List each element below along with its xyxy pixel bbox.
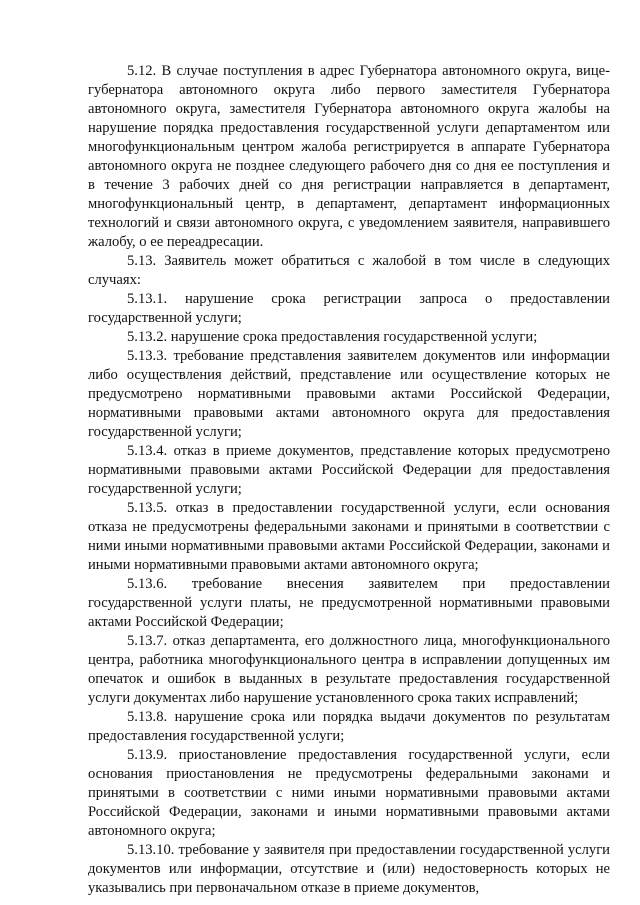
document-page	[88, 62, 610, 898]
paragraph-5-12: 5.12. В случае поступления в адрес Губернатора автономного округа, вице-губернатора автономного округа либо первого заместителя Губернатора автономного округа, заместителя Губернатора автономного округа жалобы на нарушение порядка предоставления государственной услуги департаментом или многофункциональным центром жалоба регистрируется в аппарате Губернатора автономного округа не позднее следующего рабочего дня со дня ее поступления и в течение 3 рабочих дней со дня регистрации направляется в департамент, многофункциональный центр, в департамент, департамент информационных технологий и связи автономного округа, с уведомлением заявителя, направившего жалобу, о ее переадресации.	[88, 63, 610, 250]
paragraph-5-13-2: 5.13.2. нарушение срока предоставления государственной услуги;	[127, 329, 538, 345]
paragraph-5-13-5: 5.13.5. отказ в предоставлении государственной услуги, если основания отказа не предусмотрены федеральными законами и принятыми в соответствии с ними иными нормативными правовыми актами Российской Федерации, законами и иными нормативными правовыми актами автономного округа;	[88, 500, 610, 573]
paragraph-5-13-10: 5.13.10. требование у заявителя при предоставлении государственной услуги документов или информации, отсутствие и (или) недостоверность которых не указывались при первоначальном отказе в приеме документов,	[88, 842, 610, 896]
paragraph-5-13-6: 5.13.6. требование внесения заявителем при предоставлении государственной услуги платы, не предусмотренной нормативными правовыми актами Российской Федерации;	[88, 576, 610, 630]
paragraph-5-13-4: 5.13.4. отказ в приеме документов, представление которых предусмотрено нормативными правовыми актами Российской Федерации для предоставления государственной услуги;	[88, 443, 610, 497]
paragraph-5-13-8: 5.13.8. нарушение срока или порядка выдачи документов по результатам предоставления государственной услуги;	[88, 709, 610, 744]
paragraph-5-13-9: 5.13.9. приостановление предоставления государственной услуги, если основания приостановления не предусмотрены федеральными законами и принятыми в соответствии с ними иными нормативными правовыми актами Российской Федерации, законами и иными нормативными правовыми актами автономного округа;	[88, 747, 610, 839]
paragraph-5-13: 5.13. Заявитель может обратиться с жалобой в том числе в следующих случаях:	[88, 253, 610, 288]
paragraph-5-13-1: 5.13.1. нарушение срока регистрации запроса о предоставлении государственной услуги;	[88, 291, 610, 326]
paragraph-5-13-3: 5.13.3. требование представления заявителем документов или информации либо осуществления действий, представление или осуществление которых не предусмотрено нормативными правовыми актами Российской Федерации, нормативными правовыми актами автономного округа для предоставления государственной услуги;	[88, 348, 610, 440]
paragraph-5-13-7: 5.13.7. отказ департамента, его должностного лица, многофункционального центра, работника многофункционального центра в исправлении допущенных им опечаток и ошибок в выданных в результате предоставления государственной услуги документах либо нарушение установленного срока таких исправлений;	[88, 633, 610, 706]
